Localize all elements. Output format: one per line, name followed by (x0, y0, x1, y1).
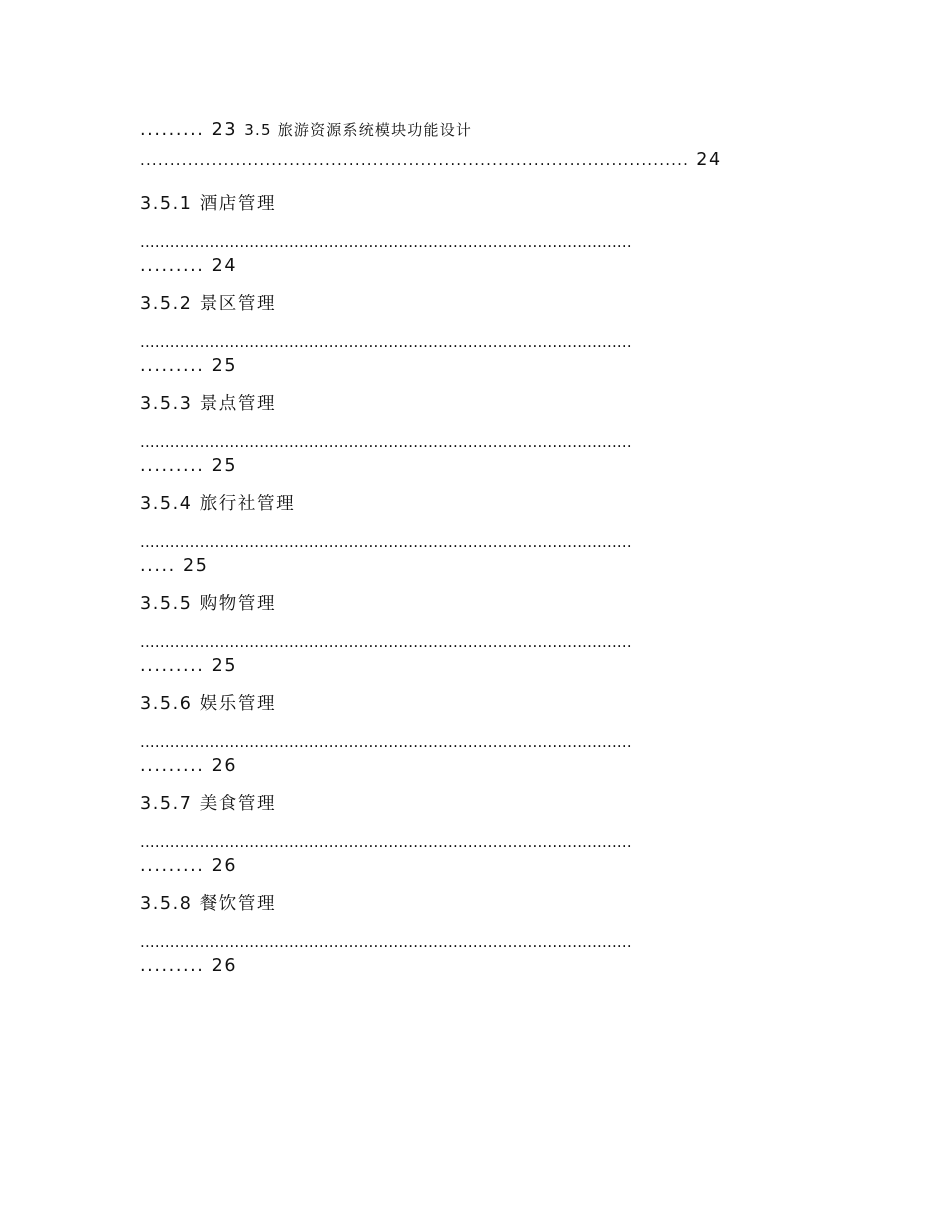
toc-entry-title: 3.5.2 景区管理 (140, 294, 277, 314)
toc-page (140, 118, 805, 992)
leader-dots: ................................................................................................... (140, 633, 632, 651)
toc-entry-page: ......... 26 (140, 756, 238, 776)
toc-entry-title: 3.5.4 旅行社管理 (140, 494, 296, 514)
toc-entry-page: ......... 25 (140, 456, 238, 476)
toc-entry-page: ......... 25 (140, 356, 238, 376)
page-number: 24 (696, 150, 722, 170)
leader-dots: ............................................................................................ (140, 151, 690, 169)
toc-entry (140, 192, 805, 278)
toc-entry-title: 3.5.7 美食管理 (140, 794, 277, 814)
toc-entry-title: 3.5.1 酒店管理 (140, 194, 277, 214)
toc-entry (140, 892, 805, 978)
section-heading: 3.5 旅游资源系统模块功能设计 (244, 121, 473, 139)
leader-dots: ................................................................................................... (140, 833, 632, 851)
toc-entry (140, 692, 805, 778)
toc-entry-page: ..... 25 (140, 556, 209, 576)
leader-dots: ................................................................................................... (140, 433, 632, 451)
leader-dots: ................................................................................................... (140, 733, 632, 751)
toc-entry (140, 792, 805, 878)
leader-dots: ................................................................................................... (140, 333, 632, 351)
leader-dots: ................................................................................................... (140, 933, 632, 951)
toc-entry-title: 3.5.6 娱乐管理 (140, 694, 277, 714)
toc-top-line-2 (140, 148, 805, 172)
toc-entry-page: ......... 24 (140, 256, 238, 276)
toc-entry-page: ......... 26 (140, 856, 238, 876)
leader-dots: ................................................................................................... (140, 233, 632, 251)
toc-entry (140, 292, 805, 378)
page-number: 23 (211, 120, 238, 140)
leader-dots: ......... (140, 120, 205, 140)
toc-entry (140, 592, 805, 678)
toc-entry (140, 492, 805, 578)
toc-entry-title: 3.5.3 景点管理 (140, 394, 277, 414)
toc-entry-title: 3.5.8 餐饮管理 (140, 894, 277, 914)
toc-entry-title: 3.5.5 购物管理 (140, 594, 277, 614)
toc-entry (140, 392, 805, 478)
toc-entry-page: ......... 25 (140, 656, 238, 676)
toc-entry-page: ......... 26 (140, 956, 238, 976)
toc-top-line-1 (140, 118, 805, 142)
leader-dots: ................................................................................................... (140, 533, 632, 551)
